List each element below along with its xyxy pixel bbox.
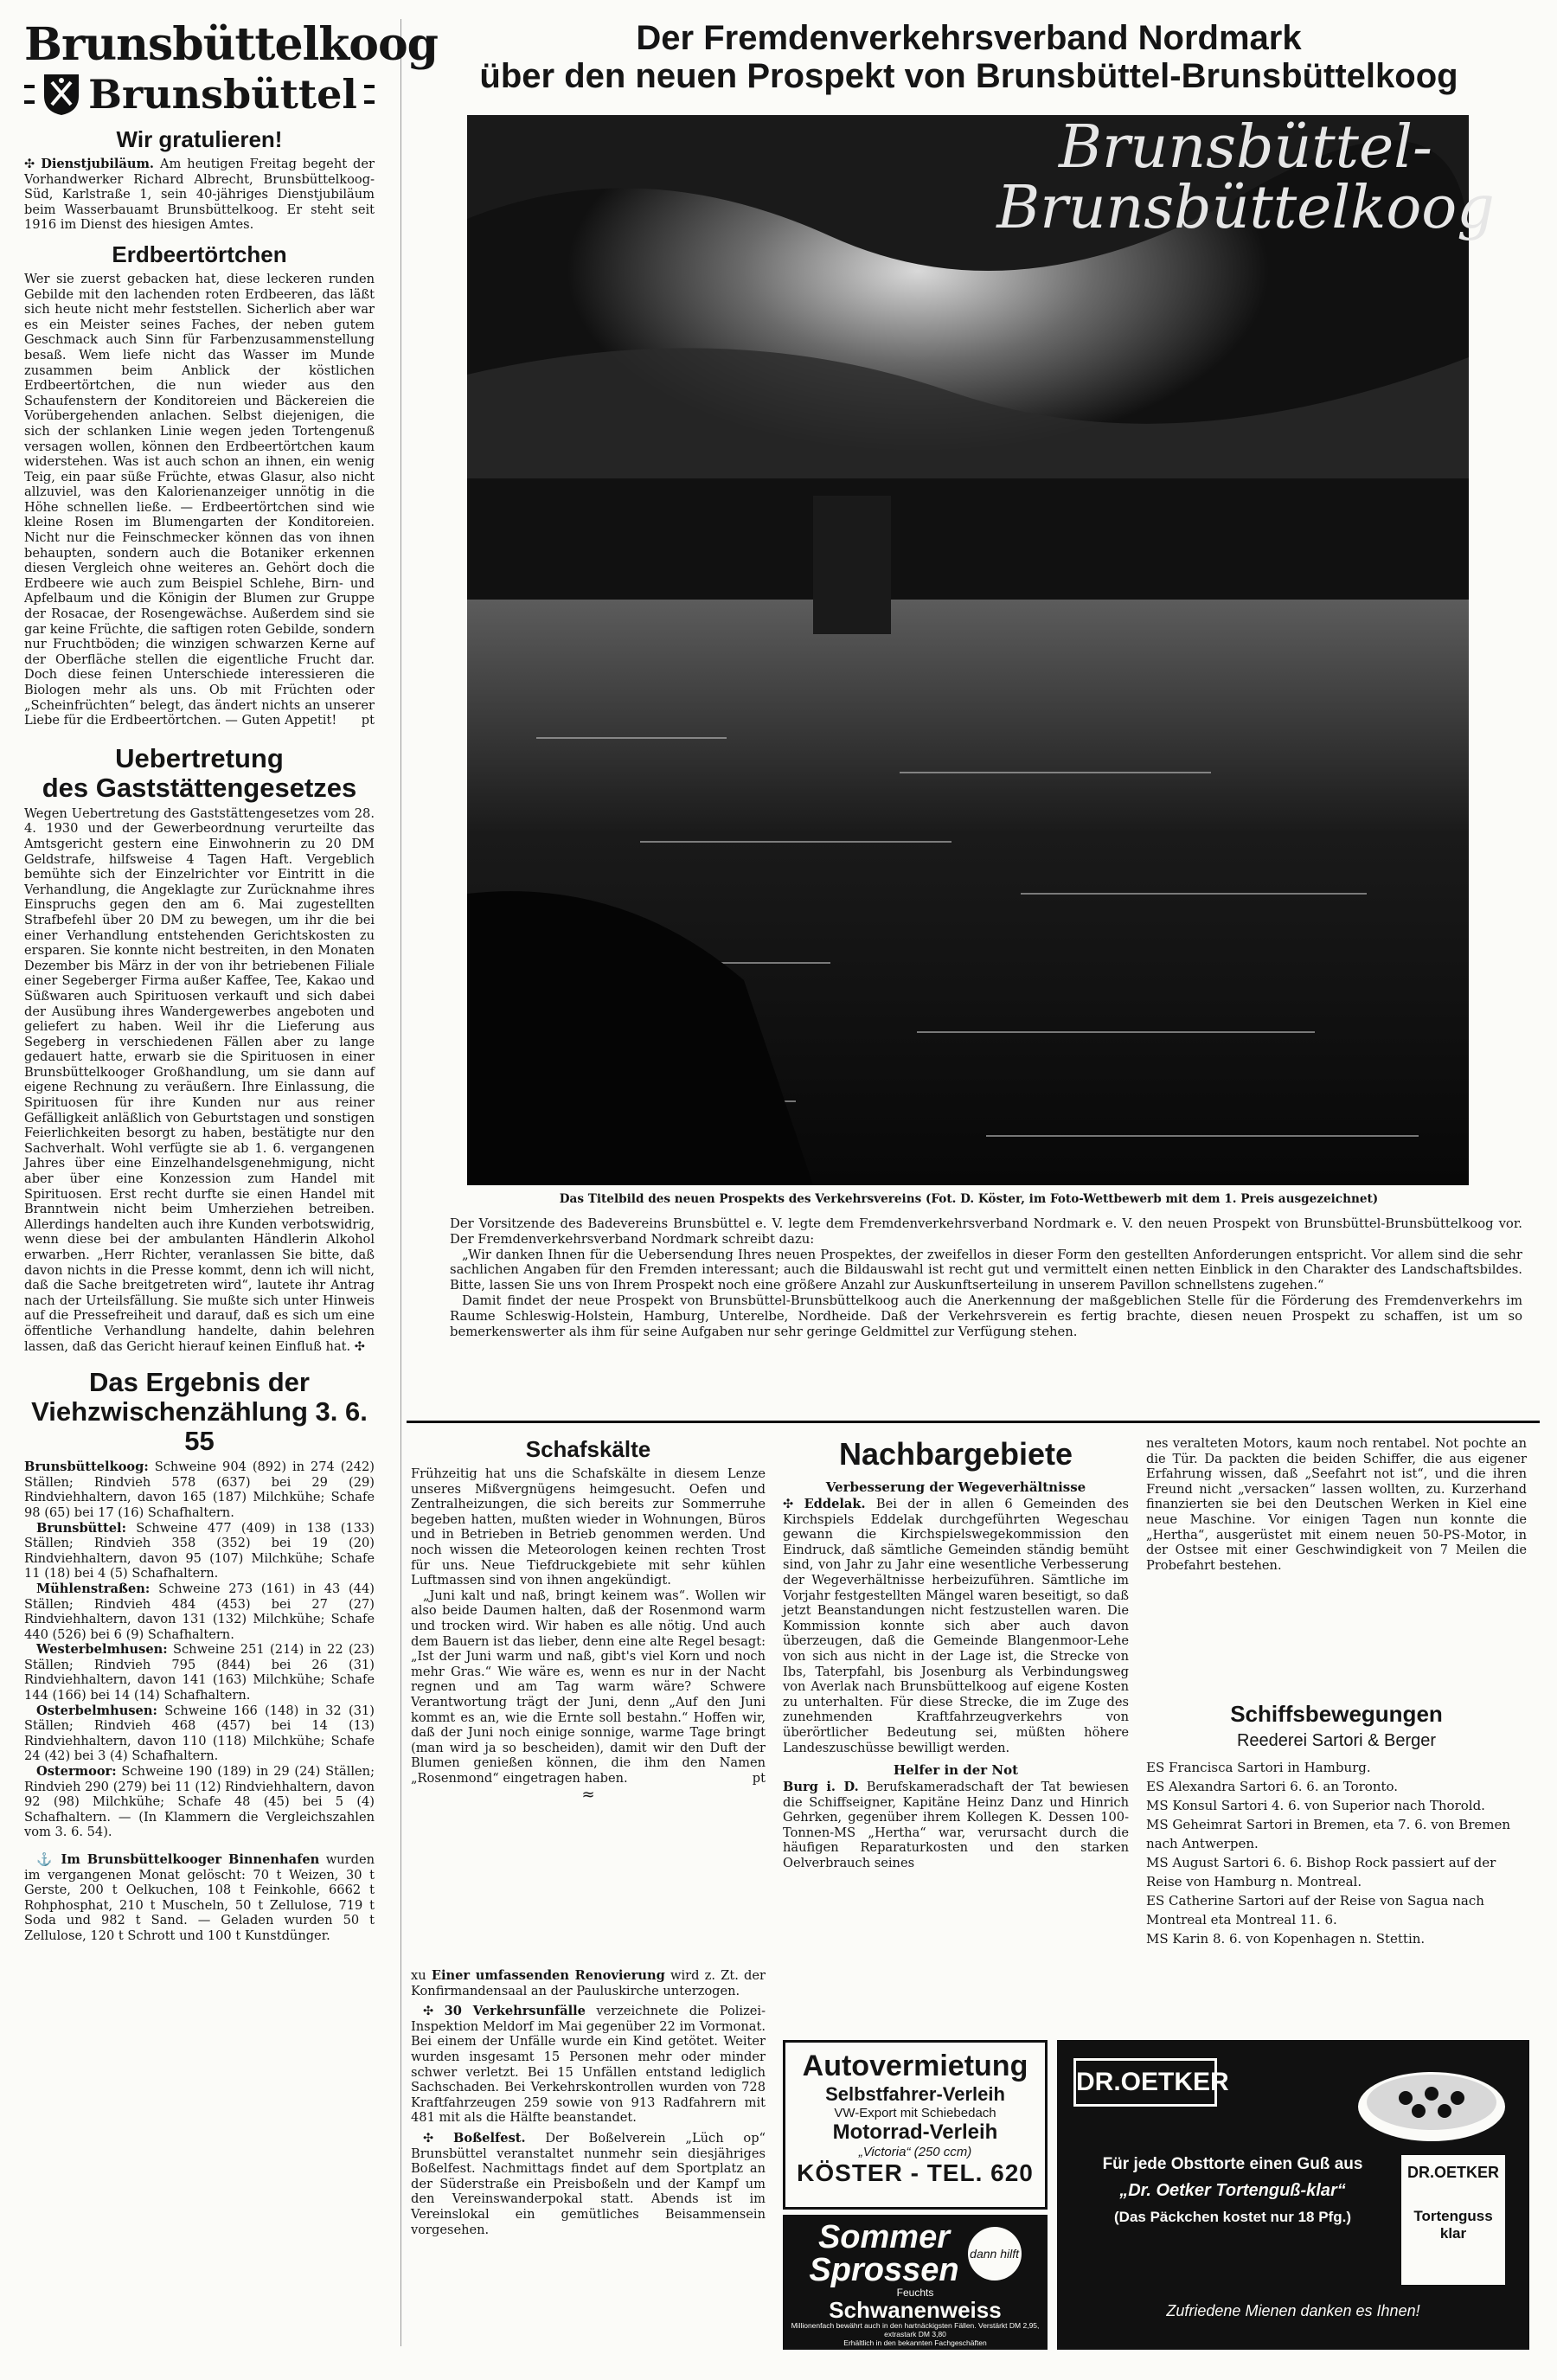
vieh-para: Ostermoor: Schweine 190 (189) in 29 (24) Ställen; Rindvieh 290 (279) bei 11 (12) Rindviehhaltern, davon 92 (98) Milchkühe; Schafe 48 (45) bei 5 (4) Schafhaltern. — (In Klammern die Vergleichszahlen vom 3. 6. 54). xyxy=(24,1764,375,1840)
ad-autovermietung: Autovermietung Selbstfahrer-Verleih VW-Export mit Schiebedach Motorrad-Verleih „Victoria“ (250 ccm) KÖSTER - TEL. 620 xyxy=(783,2040,1048,2210)
ad-oetker: DR.OETKER Für jede Obsttorte einen Guß aus „Dr. Oetker Tortenguß-klar“ (Das Päckchen kostet nur 18 Pfg.) DR.OETKER Tortenguss klar Zufriedene Mienen danken es Ihnen! xyxy=(1057,2040,1529,2350)
section-rule xyxy=(407,1421,1540,1423)
schafskaelte-heading: Schafskälte xyxy=(525,1436,651,1462)
bosselfest-text: ✣ Boßelfest. Der Boßelverein „Lüch op“ Brunsbüttel veranstaltet nunmehr sein diesjähriges Boßelfest. Nachmittags findet auf dem Sportplatz an der Süderstraße ein Preisboßeln und der Kampf um den Vereinswanderpokal statt. Abends ist im Vereinslokal ein gemütliches Beisammensein vorgesehen. xyxy=(411,2130,766,2237)
erdbeer-text: Wer sie zuerst gebacken hat, diese leckeren runden Gebilde mit den lachenden roten Erdbeeren, das läßt sich heute nicht mehr feststellen. Sicherlich aber war es ein Meister seines Faches, der neben gutem Geschmack auch Sinn für Farbenzusammenstellung besaß. Wem liefe nicht das Wasser im Munde zusammen beim Anblick der köstlichen Erdbeertörtchen, die nun wieder aus den Schaufenstern der Konditoreien und Bäckereien die Vorübergehenden anlachen. Selbst diejenigen, die sich der schlanken Linie wegen jeden Tortengenuß versagen wollen, können den Erdbeertörtchen kaum widerstehen. Was ist auch schon an ihnen, ein wenig Teig, ein paar süße Früchte, etwas Glasur, also nicht allzuviel, was den Kalorienanzeiger unnötig in die Höhe schnellen ließe. — Erdbeertörtchen sind wie kleine Rosen im Blumengarten der Konditoreien. Nicht nur die Feinschmecker können das von ihnen behaupten, sondern auch die Botaniker erkennen diesen Vergleich ohne weiteres an. Gehört doch die Erdbeere wie auch zum Beispiel Schlehe, Birn- und Apfelbaum und die Königin der Blumen zur Gruppe der Rosacae, der Rosengewächse. Außerdem sind sie gar keine Früchte, die saftigen roten Gebilde, sondern nur Fruchtböden; die winzigen schwarzen Kerne auf der Oberfläche stellen die eigentliche Frucht dar. Doch diese feinen Unterschiede interessieren die Biologen mehr als uns. Ob mit Früchten oder „Scheinfrüchten“ belegt, das ändert nichts an unserer Liebe für die Erdbeertörtchen. — Guten Appetit! pt xyxy=(24,271,375,728)
ship-item: ES Catherine Sartori auf der Reise von Sagua nach Montreal eta Montreal 11. 6. xyxy=(1146,1893,1484,1928)
schafskaelte-column: Schafskälte Frühzeitig hat uns die Schafskälte in diesem Lenze unseres Mißvergnügens heimgesucht. Oefen und Zentralheizungen, die sich bereits zur Sommerruhe begeben hatten, mußten wieder in Wohnungen, Büros und in Betrieben in Betrieb genommen werden. Und noch wissen die Meteorologen keinen rechten Trost für uns. Neue Tiefdruckgebiete mit sehr kühlen Luftmassen sind von ihnen angekündigt. „Juni kalt und naß, bringt keinem was“. Wollen wir also beide Daumen halten, daß der Rosenmond warm und trocken wird. Wir haben es alle nötig. Und auch dem Bauern ist das lieber, denn eine alte Regel besagt: „Ist der Juni warm und naß, gibt's viel Korn und noch mehr Gras.“ Wie wäre es, wenn es nur in der Nacht regnen und am Tag warm wäre? Schwere Verantwortung trägt der Juni, denn „Auf den Juni kommt es an, wie die Ernte soll bestahn.“ Hoffen wir, daß der Juni noch einige sonnige, warme Tage bringt (man wird ja so bescheiden), damit wir den Duft der Blumen genießen können, die ihm den Namen „Rosenmond“ eingetragen haben. pt ≈ xyxy=(411,1436,766,1805)
vieh-para: Brunsbüttel: Schweine 477 (409) in 138 (133) Ställen; Rindvieh 358 (352) bei 19 (20) Rindviehhaltern, davon 95 (107) Milchkühe; Schafe 11 (18) bei 4 (5) Schafhaltern. xyxy=(24,1520,375,1581)
erdbeer-heading: Erdbeertörtchen xyxy=(112,241,287,267)
renovierung-text: xu Einer umfassenden Renovierung wird z. Zt. der Konfirmandensaal an der Pauluskirche unterzogen. xyxy=(411,1968,766,1998)
schiffs-heading: Schiffsbewegungen xyxy=(1230,1701,1443,1727)
schiffs-column: Schiffsbewegungen Reederei Sartori & Berger ES Francisca Sartori in Hamburg. ES Alexandra Sartori 6. 6. an Toronto. MS Konsul Sartori 4. 6. von Superior nach Thorold. MS Geheimrat Sartori in Bremen, eta 7. 6. von Bremen nach Antwerpen. MS August Sartori 6. 6. Bishop Rock passiert auf der Reise von Hamburg n. Montreal. ES Catherine Sartori auf der Reise von Sagua nach Montreal eta Montreal 11. 6. MS Karin 8. 6. von Kopenhagen n. Stettin. xyxy=(1146,1696,1527,2007)
ad-schwanenweiss: Sommer Sprossen dann hilft Feuchts Schwanenweiss Millionenfach bewährt auch in den hartnäckigsten Fällen. Verstärkt DM 2,95, extrastark DM 3,80 Erhältlich in den bekannten Fachgeschäften xyxy=(783,2215,1048,2350)
ship-item: MS Karin 8. 6. von Kopenhagen n. Stettin. xyxy=(1146,1931,1426,1947)
photo-text-line1: Brunsbüttel- xyxy=(1059,113,1432,182)
cover-photo xyxy=(467,113,1495,1185)
masthead-line1: Brunsbüttelkoog xyxy=(24,18,439,71)
binnenhafen-text: ⚓ Im Brunsbüttelkooger Binnenhafen wurden im vergangenen Monat gelöscht: 70 t Weizen, 30 t Gerste, 200 t Oelkuchen, 108 t Feinkohle, 6662 t Rohphosphat, 210 t Muscheln, 50 t Zellulose, 719 t Soda und 982 t Sand. — Geladen wurden 50 t Zellulose, 120 t Schrott und 100 t Kunstdünger. xyxy=(24,1852,375,1943)
ship-item: MS Geheimrat Sartori in Bremen, eta 7. 6. von Bremen nach Antwerpen. xyxy=(1146,1817,1511,1851)
ship-item: ES Alexandra Sartori 6. 6. an Toronto. xyxy=(1146,1779,1399,1794)
crest-icon xyxy=(42,72,81,117)
photo-text-line2: Brunsbüttelkoog xyxy=(996,174,1495,242)
gratulieren-heading: Wir gratulieren! xyxy=(116,126,283,152)
nachbar-heading: Nachbargebiete xyxy=(838,1436,1073,1472)
ship-item: MS August Sartori 6. 6. Bishop Rock passiert auf der Reise von Hamburg n. Montreal. xyxy=(1146,1855,1496,1889)
masthead-line2: Brunsbüttel xyxy=(88,71,357,118)
photo-caption: Das Titelbild des neuen Prospekts des Verkehrsvereins (Fot. D. Köster, im Foto-Wettbewerb mit dem 1. Preis ausgezeichnet) xyxy=(559,1192,1379,1206)
unfaelle-text: ✣ 30 Verkehrsunfälle verzeichnete die Polizei-Inspektion Meldorf im Mai gegenüber 22 im Vormonat. Bei einem der Unfälle wurde ein Kind getötet. Weiter wurden insgesamt 15 Personen mehr oder minder schwer verletzt. Bei 15 Unfällen entstand lediglich Sachschaden. Bei Verkehrskontrollen wurden von 728 Kraftfahrzeugen 259 sowie von 913 Radfahrern mit 481 mit als die Hälfte beanstandet. xyxy=(411,2004,766,2126)
vieh-para: Osterbelmhusen: Schweine 166 (148) in 32 (31) Ställen; Rindvieh 468 (457) bei 14 (13) Rindviehhaltern, davon 110 (118) Milchkühe; Schafe 24 (42) bei 3 (4) Schafhaltern. xyxy=(24,1703,375,1764)
column-rule xyxy=(400,19,401,2346)
uebertretung-text: Wegen Uebertretung des Gaststättengesetzes vom 28. 4. 1930 und der Gewerbeordnung verurteilte das Amtsgericht gestern eine Einwohnerin zu 20 DM Geldstrafe, hilfsweise 4 Tagen Haft. Vergeblich bemühte sich der Einzelrichter vor Eintritt in die Verhandlung, die Angeklagte zur Zurücknahme ihres Einspruchs gegen den am 6. Mai zugestellten Strafbefehl über 20 DM zu bewegen, um ihr die bei einer Verhandlung entstehenden Gerichtskosten zu ersparen. Sie konnte nicht bestreiten, in den Monaten Dezember bis März in der von ihr betriebenen Filiale einer Segeberger Firma außer Kaffee, Tee, Kakao und Süßwaren auch Spirituosen verkauft und sich dabei der Ausübung ihres Wandergewerbes angeboten und geliefert zu haben. Weil ihr die Lieferung aus Segeberg in verschiedenen Fällen aber zu lange gedauert hatte, erwarb sie die Spirituosen in einer Brunsbüttelkooger Großhandlung, um sie dann auf eigene Rechnung zu veräußern. Ihre Einlassung, die Spirituosen für ihre Kunden nur aus reiner Gefälligkeit anläßlich von Geburtstagen und sonstigen Feierlichkeiten besorgt zu haben, bestätigte nur den Sachverhalt. Wohl verfügte sie ab 1. 6. vergangenen Jahres über eine Einzelhandelsgenehmigung, nicht aber über eine Konzession zum Handel mit Spirituosen. Erst recht durfte sie einen Handel mit Branntwein nicht beim Umherziehen betreiben. Allerdings handelten auch ihre Kunden verbotswidrig, wenn diese bei der ambulanten Händlerin Alkohol erwarben. „Herr Richter, veranlassen Sie bitte, daß davon nichts in die Presse kommt, denn ich will nicht, daß die Sache breitgetreten wird“, lautete ihr Antrag nach der Urteilsfällung. Sie mußte sich unter Hinweis auf die Pressefreiheit und darauf, daß es sich um eine öffentliche Verhandlung handelte, dahin belehren lassen, daß das Gericht hierauf keinen Einfluß hat. ✣ xyxy=(24,805,375,1354)
vieh-para: Brunsbüttelkoog: Schweine 904 (892) in 274 (242) Ställen; Rindvieh 578 (637) bei 29 (29) Rindviehhaltern, davon 165 (187) Milchkühe; Schafe 98 (65) bei 17 (16) Schafhaltern. xyxy=(24,1459,375,1520)
oetker-logo: DR.OETKER xyxy=(1073,2058,1217,2107)
gratulieren-text: ✣ Dienstjubiläum. Am heutigen Freitag begeht der Vorhandwerker Richard Albrecht, Brunsbüttelkoog-Süd, Karlstraße 1, sein 40-jähriges Dienstjubiläum beim Wasserbauamt Brunsbüttelkoog. Er steht seit 1916 im Dienst des hiesigen Amtes. xyxy=(24,157,375,233)
prospekt-article: Der Vorsitzende des Badevereins Brunsbüttel e. V. legte dem Fremdenverkehrsverband Nordmark e. V. den neuen Prospekt von Brunsbüttel-Brunsbüttelkoog vor. Der Fremdenverkehrsverband Nordmark schreibt dazu: „Wir danken Ihnen für die Uebersendung Ihres neuen Prospektes, der zweifellos in dieser Form den gestellten Anforderungen entspricht. Vor allem sind die sehr sachlichen Angaben für den Fremden interessant; auch die Bildauswahl ist recht gut und vermittelt einen netten Einblick in den Charakter des Landschaftsbildes. Bitte, lassen Sie uns von Ihrem Prospekt noch eine größere Anzahl zur Auskunftserteilung in unserem Pavillon schnellstens zugehen.“ Damit findet der neue Prospekt von Brunsbüttel-Brunsbüttelkoog auch die Anerkennung der maßgeblichen Stelle für die Förderung des Fremdenverkehrs im Raume Schleswig-Holstein, Hamburg, Unterelbe, Nordheide. Daß der Verkehrsverein es fertig brachte, diesen neuen Prospekt zu schaffen, ist um so bemerkenswerter als ihm für seine Aufgaben nur sehr geringe Geldmittel zur Verfügung stehen. xyxy=(450,1216,1522,1339)
badge: dann hilft xyxy=(968,2227,1022,2281)
uebertretung-heading: Uebertretung des Gaststättengesetzes xyxy=(42,742,357,803)
main-headline: Der Fremdenverkehrsverband Nordmark über den neuen Prospekt von Brunsbüttel-Brunsbüttelkoog xyxy=(479,19,1458,95)
vieh-heading: Das Ergebnis der Viehzwischenzählung 3. 6. 55 xyxy=(31,1367,368,1457)
oetker-package: DR.OETKER Tortenguss klar xyxy=(1401,2155,1505,2285)
lower-notes-column xyxy=(411,1968,766,2349)
vieh-para: Westerbelmhusen: Schweine 251 (214) in 22 (23) Ställen; Rindvieh 795 (844) bei 26 (31) Rindviehhaltern, davon 141 (163) Milchkühe; Schafe 144 (166) bei 14 (14) Schafhaltern. xyxy=(24,1642,375,1703)
cake-icon xyxy=(1354,2055,1509,2150)
masthead xyxy=(24,18,439,118)
wave-mark-icon: ≈ xyxy=(581,1786,595,1805)
vieh-para: Mühlenstraßen: Schweine 273 (161) in 43 (44) Ställen; Rindvieh 484 (453) bei 27 (27) Rindviehhaltern, davon 131 (132) Milchkühe; Schafe 440 (526) bei 6 (9) Schafhaltern. xyxy=(24,1581,375,1642)
ship-item: MS Konsul Sartori 4. 6. von Superior nach Thorold. xyxy=(1146,1798,1485,1813)
nachbargebiete-column: Nachbargebiete Verbesserung der Wegeverhältnisse ✣ Eddelak. Bei der in allen 6 Gemeinden des Kirchspiels Eddelak durchgeführten Wegeschau gewann die Kirchspielswegekommission den Eindruck, daß sämtliche Gemeinden ständig bemüht sind, von Jahr zu Jahr eine wesentliche Verbesserung der Wegeverhältnisse herbeizuführen. Sämtliche im Vorjahr festgestellten Mängel waren beseitigt, so daß jetzt Beanstandungen nicht festzustellen waren. Die Kommission konnte sich aber auch davon überzeugen, daß die Gemeinde Blangenmoor-Lehe von sich aus nicht in der Lage ist, die Strecke von Ibs, Taterpfahl, bis Josenburg als Verbindungsweg von Averlak nach Brunsbüttelkoog auf eigene Kosten zu unterhalten. Für diese Strecke, die im Zuge des zunehmenden Kraftfahrzeugverkehrs von überörtlicher Bedeutung sei, müßten höhere Landeszuschüsse bewilligt werden. Helfer in der Not Burg i. D. Berufskameradschaft der Tat bewiesen die Schiffseigner, Kapitäne Heinz Danz und Hinrich Gehrken, gegenüber ihrem Kollegen K. Dessen 100-Tonnen-MS „Hertha“ war, verursacht durch die häufigen Reparaturkosten und den starken Oelverbrauch seines xyxy=(783,1436,1130,1871)
seascape-image xyxy=(467,113,1495,1185)
nachbar-continued: nes veralteten Motors, kaum noch rentabel. Not pochte an die Tür. Da packten die beiden Schiffer, die aus eigener Erfahrung wissen, daß „Seefahrt not ist“, und die ihren Freund nicht „versacken“ lassen wollten, zu. Kurzerhand finanzierten sie bei den Deutschen Werken in Kiel eine neue Maschine. Vor einigen Tagen nun konnte die „Hertha“, ausgerüstet mit einem neuen 50-PS-Motor, in der Ostsee mit einer Geschwindigkeit von 7 Meilen die Probefahrt bestehen. xyxy=(1146,1436,1527,1573)
left-column xyxy=(24,18,439,2364)
ship-item: ES Francisca Sartori in Hamburg. xyxy=(1146,1760,1371,1775)
